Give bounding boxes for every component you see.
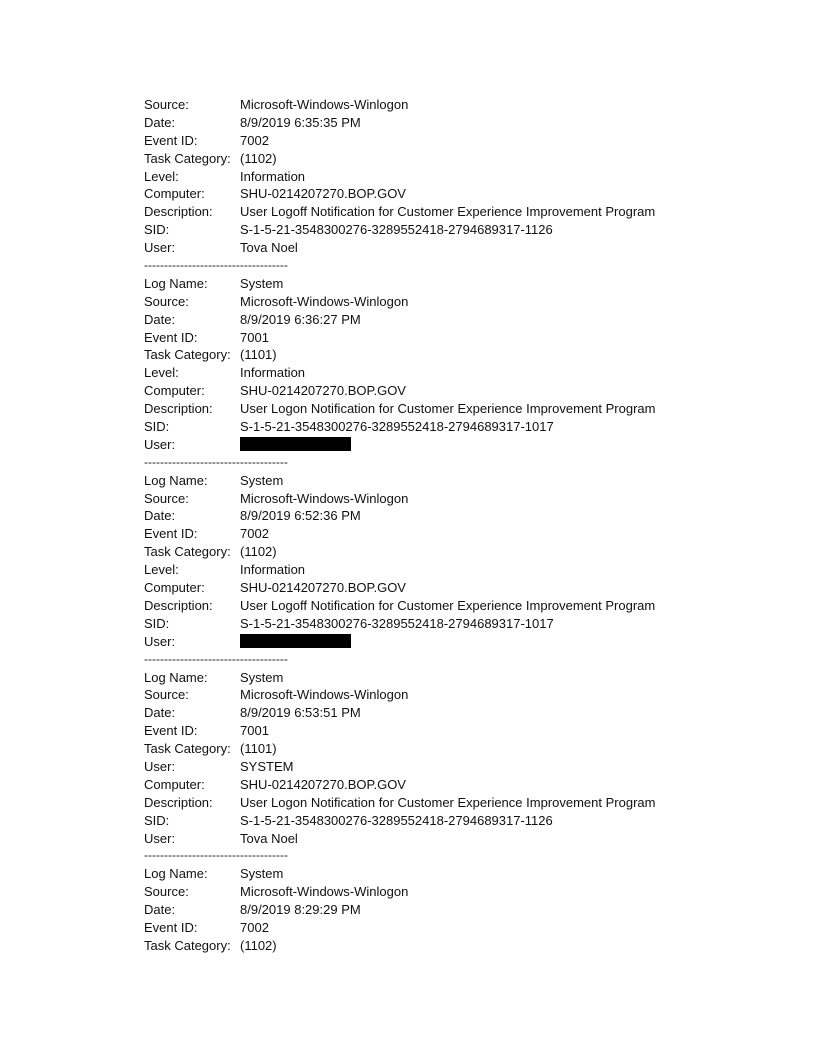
field-row <box>144 168 704 186</box>
field-label: Computer: <box>144 580 205 596</box>
field-row <box>144 740 704 758</box>
field-row <box>144 633 704 651</box>
field-value <box>240 436 704 454</box>
record-separator: ------------------------------------ <box>144 258 288 273</box>
field-label: Computer: <box>144 186 205 202</box>
field-label: Task Category: <box>144 150 231 166</box>
field-value: 8/9/2019 6:36:27 PM <box>240 311 361 327</box>
field-label: Source: <box>144 687 189 703</box>
field-row <box>144 275 704 293</box>
field-label: Level: <box>144 365 179 381</box>
field-value: (1102) <box>240 937 277 953</box>
field-row <box>144 776 704 794</box>
field-label: Date: <box>144 705 176 721</box>
event-record <box>144 96 704 257</box>
field-value: Microsoft-Windows-Winlogon <box>240 293 409 309</box>
field-value: SHU-0214207270.BOP.GOV <box>240 776 406 792</box>
field-row <box>144 686 704 704</box>
field-label: Description: <box>144 597 213 613</box>
field-value: 7002 <box>240 919 269 935</box>
field-value: Information <box>240 168 306 184</box>
field-label: Date: <box>144 508 176 524</box>
field-label: User: <box>144 436 176 452</box>
field-label: User: <box>144 758 176 774</box>
field-value: Information <box>240 365 306 381</box>
field-row <box>144 418 704 436</box>
field-value: S-1-5-21-3548300276-3289552418-2794689317-1126 <box>240 222 553 238</box>
field-label: Level: <box>144 168 179 184</box>
field-label: User: <box>144 240 176 256</box>
field-value: 7002 <box>240 132 269 148</box>
field-label: Event ID: <box>144 329 198 345</box>
field-label: Computer: <box>144 776 205 792</box>
field-value: System <box>240 866 284 882</box>
field-label: Task Category: <box>144 937 231 953</box>
field-value <box>240 633 704 651</box>
record-separator: ------------------------------------ <box>144 454 288 469</box>
field-row <box>144 722 704 740</box>
redaction-bar <box>240 634 351 648</box>
field-row <box>144 669 704 687</box>
field-value: 8/9/2019 6:53:51 PM <box>240 705 361 721</box>
field-label: Description: <box>144 401 213 417</box>
field-label: Description: <box>144 204 213 220</box>
field-row <box>144 937 704 955</box>
record-separator: ------------------------------------ <box>144 848 288 863</box>
event-record <box>144 275 704 454</box>
field-value: (1101) <box>240 347 277 363</box>
field-label: Source: <box>144 293 189 309</box>
redaction-bar <box>240 437 351 451</box>
field-row <box>144 221 704 239</box>
field-row <box>144 203 704 221</box>
field-value: 8/9/2019 6:52:36 PM <box>240 508 361 524</box>
field-value: Microsoft-Windows-Winlogon <box>240 687 409 703</box>
field-value: System <box>240 275 284 291</box>
field-value: System <box>240 472 284 488</box>
event-record <box>144 669 704 848</box>
field-label: Source: <box>144 490 189 506</box>
event-log-document <box>144 96 704 955</box>
field-row <box>144 382 704 400</box>
record-separator: ------------------------------------ <box>144 651 288 666</box>
field-value: System <box>240 669 284 685</box>
field-row <box>144 96 704 114</box>
field-value: 8/9/2019 6:35:35 PM <box>240 114 361 130</box>
field-label: Log Name: <box>144 669 208 685</box>
field-label: SID: <box>144 812 170 828</box>
field-label: Source: <box>144 884 189 900</box>
field-label: Event ID: <box>144 132 198 148</box>
field-label: SID: <box>144 615 170 631</box>
field-value: Microsoft-Windows-Winlogon <box>240 490 409 506</box>
field-row <box>144 132 704 150</box>
field-row <box>144 293 704 311</box>
field-value: User Logoff Notification for Customer Experience Improvement Program <box>240 597 656 613</box>
event-record <box>144 472 704 651</box>
field-row <box>144 364 704 382</box>
field-row <box>144 579 704 597</box>
field-label: Computer: <box>144 383 205 399</box>
field-label: Log Name: <box>144 866 208 882</box>
field-row <box>144 812 704 830</box>
field-label: SID: <box>144 222 170 238</box>
field-value: Microsoft-Windows-Winlogon <box>240 97 409 112</box>
field-label: Task Category: <box>144 544 231 560</box>
field-value: SYSTEM <box>240 758 294 774</box>
event-record <box>144 865 704 954</box>
field-row <box>144 490 704 508</box>
field-label: Event ID: <box>144 526 198 542</box>
field-label: Date: <box>144 902 176 918</box>
field-value: S-1-5-21-3548300276-3289552418-2794689317-1126 <box>240 812 553 828</box>
field-value: 8/9/2019 8:29:29 PM <box>240 902 361 918</box>
field-label: Source: <box>144 97 189 112</box>
field-value: SHU-0214207270.BOP.GOV <box>240 186 406 202</box>
field-label: Task Category: <box>144 741 231 757</box>
field-row <box>144 239 704 257</box>
field-value: Information <box>240 562 306 578</box>
field-value: S-1-5-21-3548300276-3289552418-2794689317-1017 <box>240 615 554 631</box>
field-label: Log Name: <box>144 275 208 291</box>
field-row <box>144 758 704 776</box>
field-value: Microsoft-Windows-Winlogon <box>240 884 409 900</box>
field-label: Event ID: <box>144 919 198 935</box>
field-row <box>144 561 704 579</box>
field-label: Task Category: <box>144 347 231 363</box>
field-row <box>144 507 704 525</box>
field-value: (1101) <box>240 741 277 757</box>
field-label: User: <box>144 830 176 846</box>
field-value: User Logon Notification for Customer Experience Improvement Program <box>240 794 656 810</box>
field-label: Description: <box>144 794 213 810</box>
field-row <box>144 472 704 490</box>
field-label: Log Name: <box>144 472 208 488</box>
field-row <box>144 311 704 329</box>
field-label: User: <box>144 633 176 649</box>
field-value: 7002 <box>240 526 269 542</box>
field-row <box>144 597 704 615</box>
field-label: Date: <box>144 311 176 327</box>
field-value: User Logoff Notification for Customer Experience Improvement Program <box>240 204 656 220</box>
field-row <box>144 525 704 543</box>
field-label: Event ID: <box>144 723 198 739</box>
field-value: SHU-0214207270.BOP.GOV <box>240 580 406 596</box>
field-row <box>144 830 704 848</box>
field-row <box>144 400 704 418</box>
field-row <box>144 150 704 168</box>
field-label: Level: <box>144 562 179 578</box>
field-row <box>144 543 704 561</box>
field-value: (1102) <box>240 150 277 166</box>
field-row <box>144 865 704 883</box>
field-row <box>144 114 704 132</box>
field-value: Tova Noel <box>240 830 298 846</box>
field-label: SID: <box>144 419 170 435</box>
field-row <box>144 919 704 937</box>
field-row <box>144 185 704 203</box>
field-value: (1102) <box>240 544 277 560</box>
field-row <box>144 901 704 919</box>
field-row <box>144 704 704 722</box>
field-value: SHU-0214207270.BOP.GOV <box>240 383 406 399</box>
field-value: 7001 <box>240 723 269 739</box>
field-label: Date: <box>144 114 176 130</box>
field-value: User Logon Notification for Customer Experience Improvement Program <box>240 401 656 417</box>
field-row <box>144 329 704 347</box>
field-row <box>144 615 704 633</box>
field-value: S-1-5-21-3548300276-3289552418-2794689317-1017 <box>240 419 554 435</box>
field-row <box>144 794 704 812</box>
field-row <box>144 346 704 364</box>
field-value: 7001 <box>240 329 269 345</box>
field-row <box>144 436 704 454</box>
field-row <box>144 883 704 901</box>
field-value: Tova Noel <box>240 240 298 256</box>
